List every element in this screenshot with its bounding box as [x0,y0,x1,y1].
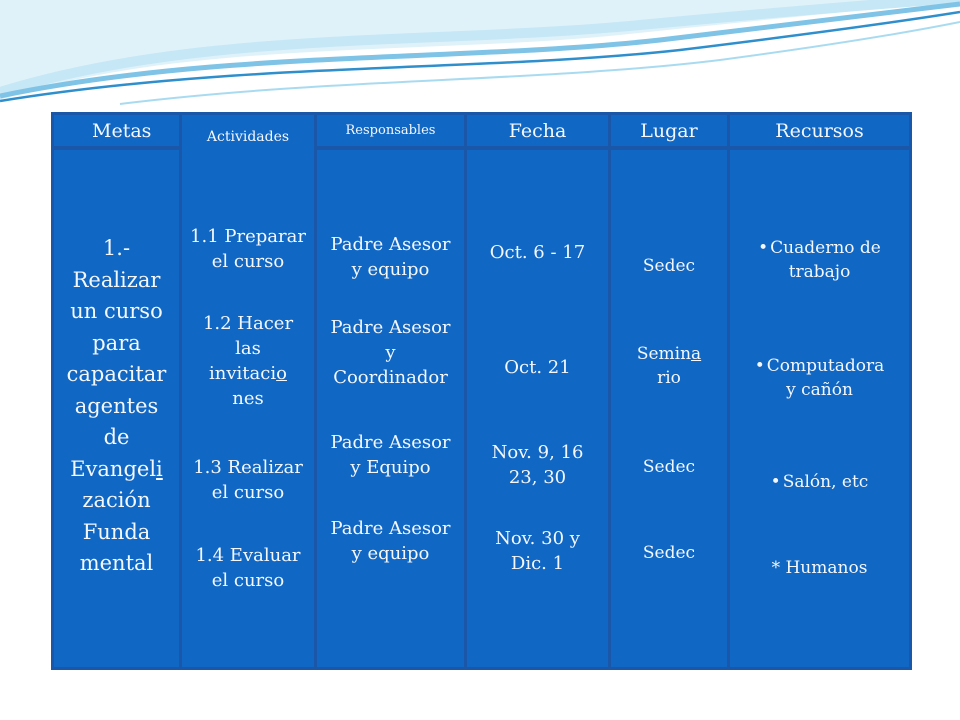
metas-line-part-underlined: i [156,456,163,481]
actividad-line: 1.1 Preparar [190,226,306,247]
actividad-line: 1.2 Hacer [202,313,294,334]
recurso-item [730,470,909,494]
fecha-item [467,240,608,265]
header-metas: Metas [54,115,179,146]
recurso-item [730,556,909,580]
metas-line: Realizar [72,267,161,292]
metas-line: un curso [70,299,163,323]
actividad-line: las [235,338,261,359]
metas-line: agentes [74,393,159,418]
fecha-line: Oct. 6 - 17 [489,242,586,263]
recursos-cell [730,150,909,667]
actividades-cell [182,150,314,667]
actividad-line: el curso [211,482,285,503]
responsable-line: y [385,342,396,363]
actividad-item [182,543,314,593]
fecha-line: Nov. 30 y [495,528,580,549]
recurso-line: • Salón, etc [730,470,909,494]
actividad-item [182,455,314,505]
lugar-item [611,455,727,479]
actividad-item [182,224,314,274]
lugar-item [611,342,727,390]
metas-line: de [103,425,130,449]
responsable-item [317,430,464,480]
header-responsables: Responsables [317,115,464,146]
actividad-line: 1.4 Evaluar [195,545,301,566]
lugar-line-part-underlined: a [691,344,702,364]
responsable-line: Padre Asesor [330,234,451,255]
fecha-item [467,355,608,380]
responsable-line: Coordinador [333,367,448,388]
metas-cell [54,150,179,667]
column-recursos [727,112,909,670]
header-recursos: Recursos [730,115,909,146]
fecha-line: Nov. 9, 16 [491,442,584,463]
metas-line-part: Evangel [70,456,157,481]
lugar-line: Sedec [642,543,696,563]
metas-line [54,454,179,486]
header-fecha: Fecha [467,115,608,146]
actividad-line: 1.3 Realizar [193,457,303,478]
responsable-item [317,516,464,566]
fecha-item [467,526,608,576]
responsable-line: y Equipo [350,457,431,478]
actividad-item [182,311,314,411]
metas-line: capacitar [66,362,167,386]
lugar-cell [611,150,727,667]
responsables-cell [317,150,464,667]
plan-table [51,112,912,670]
metas-line: zación [82,488,151,512]
recurso-item [730,236,909,284]
responsable-line: y equipo [351,543,430,564]
header-lugar: Lugar [611,115,727,146]
lugar-line: rio [657,368,681,388]
recurso-line: y cañón [786,380,853,400]
recurso-line: • Cuaderno de [730,236,909,260]
lugar-item [611,254,727,278]
header-wave-decoration [0,0,960,110]
metas-line: mental [79,551,154,575]
recurso-item [730,354,909,402]
responsable-line: y equipo [351,259,430,280]
recurso-line: • Computadora [730,354,909,378]
column-metas [51,112,179,670]
actividad-line-part-underlined: o [276,363,287,384]
lugar-item [611,541,727,565]
actividad-line: nes [232,388,264,409]
metas-line: 1.- [102,236,131,260]
column-actividades [179,112,314,670]
column-responsables [314,112,464,670]
fecha-item [467,440,608,490]
responsable-item [317,315,464,390]
fecha-line: 23, 30 [508,467,567,488]
fecha-line: Dic. 1 [510,553,565,574]
lugar-line-part: Semin [636,344,692,364]
metas-line: Funda [82,519,151,544]
lugar-line: Sedec [642,457,696,477]
actividad-line: el curso [211,251,285,272]
actividad-line: el curso [211,570,285,591]
responsable-line: Padre Asesor [330,432,451,453]
column-lugar [608,112,727,670]
metas-text [54,233,179,580]
lugar-line [611,342,727,366]
actividad-line [182,361,314,386]
header-actividades: Actividades [182,115,314,152]
recurso-line: trabajo [788,262,851,282]
fecha-cell [467,150,608,667]
responsable-item [317,232,464,282]
responsable-line: Padre Asesor [330,317,451,338]
column-fecha [464,112,608,670]
actividad-line-part: invitaci [209,363,277,384]
lugar-line: Sedec [642,256,696,276]
metas-line: para [92,330,141,355]
recurso-line: * Humanos [771,558,868,578]
fecha-line: Oct. 21 [504,357,571,378]
responsable-line: Padre Asesor [330,518,451,539]
